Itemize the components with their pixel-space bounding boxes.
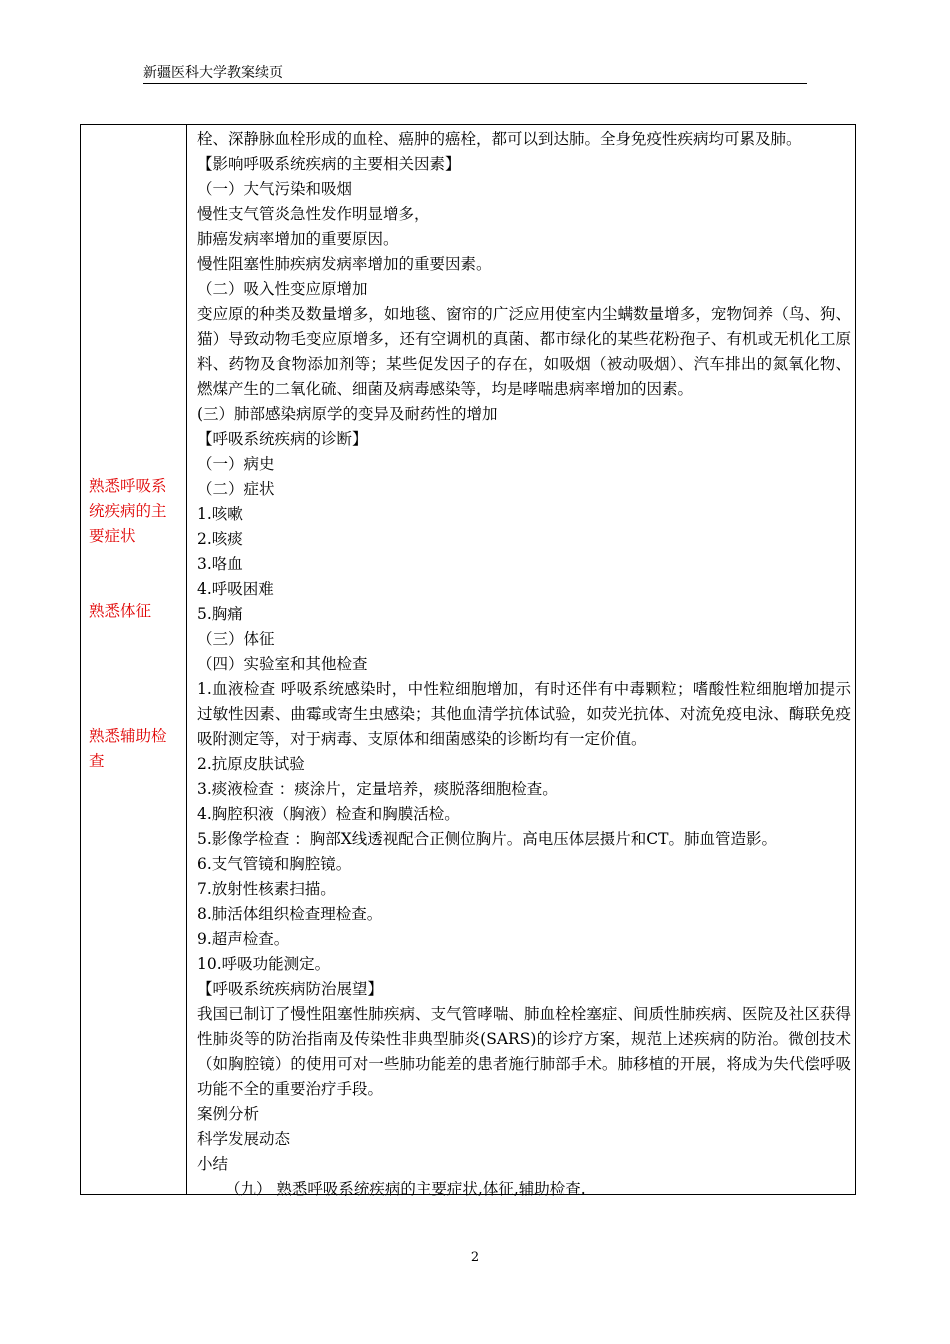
text-line: 案例分析 <box>197 1105 260 1123</box>
page-number: 2 <box>470 1250 480 1265</box>
section-heading: 【呼吸系统疾病防治展望】 <box>197 980 384 998</box>
prospect-paragraph: 我国已制订了慢性阻塞性肺疾病、支气管哮喘、肺血栓栓塞症、间质性肺疾病、医院及社区获得性肺炎等的防治指南及传染性非典型肺炎(SARS)的诊疗方案，规范上述疾病的防治。微创技术（如胸腔镜）的使用可对一些肺功能差的患者施行肺部手术。肺移植的开展，将成为失代偿呼吸功能不全的重要治疗手段。 <box>197 1005 851 1098</box>
header-title: 新疆医科大学教案续页 <box>143 65 283 81</box>
list-item: 6.支气管镜和胸腔镜。 <box>197 855 352 873</box>
section-heading: 【影响呼吸系统疾病的主要相关因素】 <box>197 155 461 173</box>
subheading: （一）病史 <box>197 455 275 473</box>
list-item: 4.胸腔积液（胸液）检查和胸膜活检。 <box>197 805 460 823</box>
blood-test-paragraph: 1.血液检查 呼吸系统感染时，中性粒细胞增加，有时还伴有中毒颗粒；嗜酸性粒细胞增加提示过敏性因素、曲霉或寄生虫感染；其他血清学抗体试验，如荧光抗体、对流免疫电泳、酶联免疫吸附测定等，对于病毒、支原体和细菌感染的诊断均有一定价值。 <box>197 680 851 748</box>
subheading: （二）吸入性变应原增加 <box>197 280 368 298</box>
allergen-paragraph: 变应原的种类及数量增多，如地毯、窗帘的广泛应用使室内尘螨数量增多，宠物饲养（鸟、狗、猫）导致动物毛变应原增多，还有空调机的真菌、都市绿化的某些花粉孢子、有机或无机化工原料、药物及食物添加剂等；某些促发因子的存在，如吸烟（被动吸烟）、汽车排出的氮氧化物、燃煤产生的二氧化硫、细菌及病毒感染等，均是哮喘患病率增加的因素。 <box>197 305 851 398</box>
content-column <box>197 127 851 1202</box>
text-line: 肺癌发病率增加的重要原因。 <box>197 230 399 248</box>
header-rule <box>143 83 807 84</box>
list-item: 8.肺活体组织检查理检查。 <box>197 905 383 923</box>
list-item: 2.抗原皮肤试验 <box>197 755 305 773</box>
summary-line: （九） 熟悉呼吸系统疾病的主要症状,体征,辅助检查. <box>225 1180 586 1198</box>
side-note-symptoms: 熟悉呼吸系统疾病的主要症状 <box>89 477 167 545</box>
subheading: （三）体征 <box>197 630 275 648</box>
subheading: （四）实验室和其他检查 <box>197 655 368 673</box>
subheading: （二）症状 <box>197 480 275 498</box>
list-item: 10.呼吸功能测定。 <box>197 955 331 973</box>
text-line: 科学发展动态 <box>197 1130 291 1148</box>
text-line: 栓、深静脉血栓形成的血栓、癌肿的癌栓，都可以到达肺。全身免疫性疾病均可累及肺。 <box>197 130 802 148</box>
text-line: 小结 <box>197 1155 229 1173</box>
list-item: 5.胸痛 <box>197 605 243 623</box>
subheading: (三）肺部感染病原学的变异及耐药性的增加 <box>197 405 498 423</box>
side-note-signs: 熟悉体征 <box>89 602 152 620</box>
list-item: 9.超声检查。 <box>197 930 290 948</box>
subheading: （一）大气污染和吸烟 <box>197 180 353 198</box>
list-item: 1.咳嗽 <box>197 505 243 523</box>
side-note-aux-exams: 熟悉辅助检查 <box>89 727 167 770</box>
section-heading: 【呼吸系统疾病的诊断】 <box>197 430 368 448</box>
list-item: 3.咯血 <box>197 555 243 573</box>
text-line: 慢性阻塞性肺疾病发病率增加的重要因素。 <box>197 255 492 273</box>
list-item: 2.咳痰 <box>197 530 243 548</box>
list-item: 3.痰液检查 ：痰涂片，定量培养，痰脱落细胞检查。 <box>197 780 558 798</box>
text-line: 慢性支气管炎急性发作明显增多， <box>197 205 430 223</box>
list-item: 7.放射性核素扫描。 <box>197 880 336 898</box>
list-item: 4.呼吸困难 <box>197 580 274 598</box>
list-item: 5.影像学检查 ：胸部X线透视配合正侧位胸片。高电压体层摄片和CT。肺血管造影。 <box>197 830 777 848</box>
lesson-plan-table <box>80 124 856 1198</box>
column-divider <box>186 125 187 1194</box>
